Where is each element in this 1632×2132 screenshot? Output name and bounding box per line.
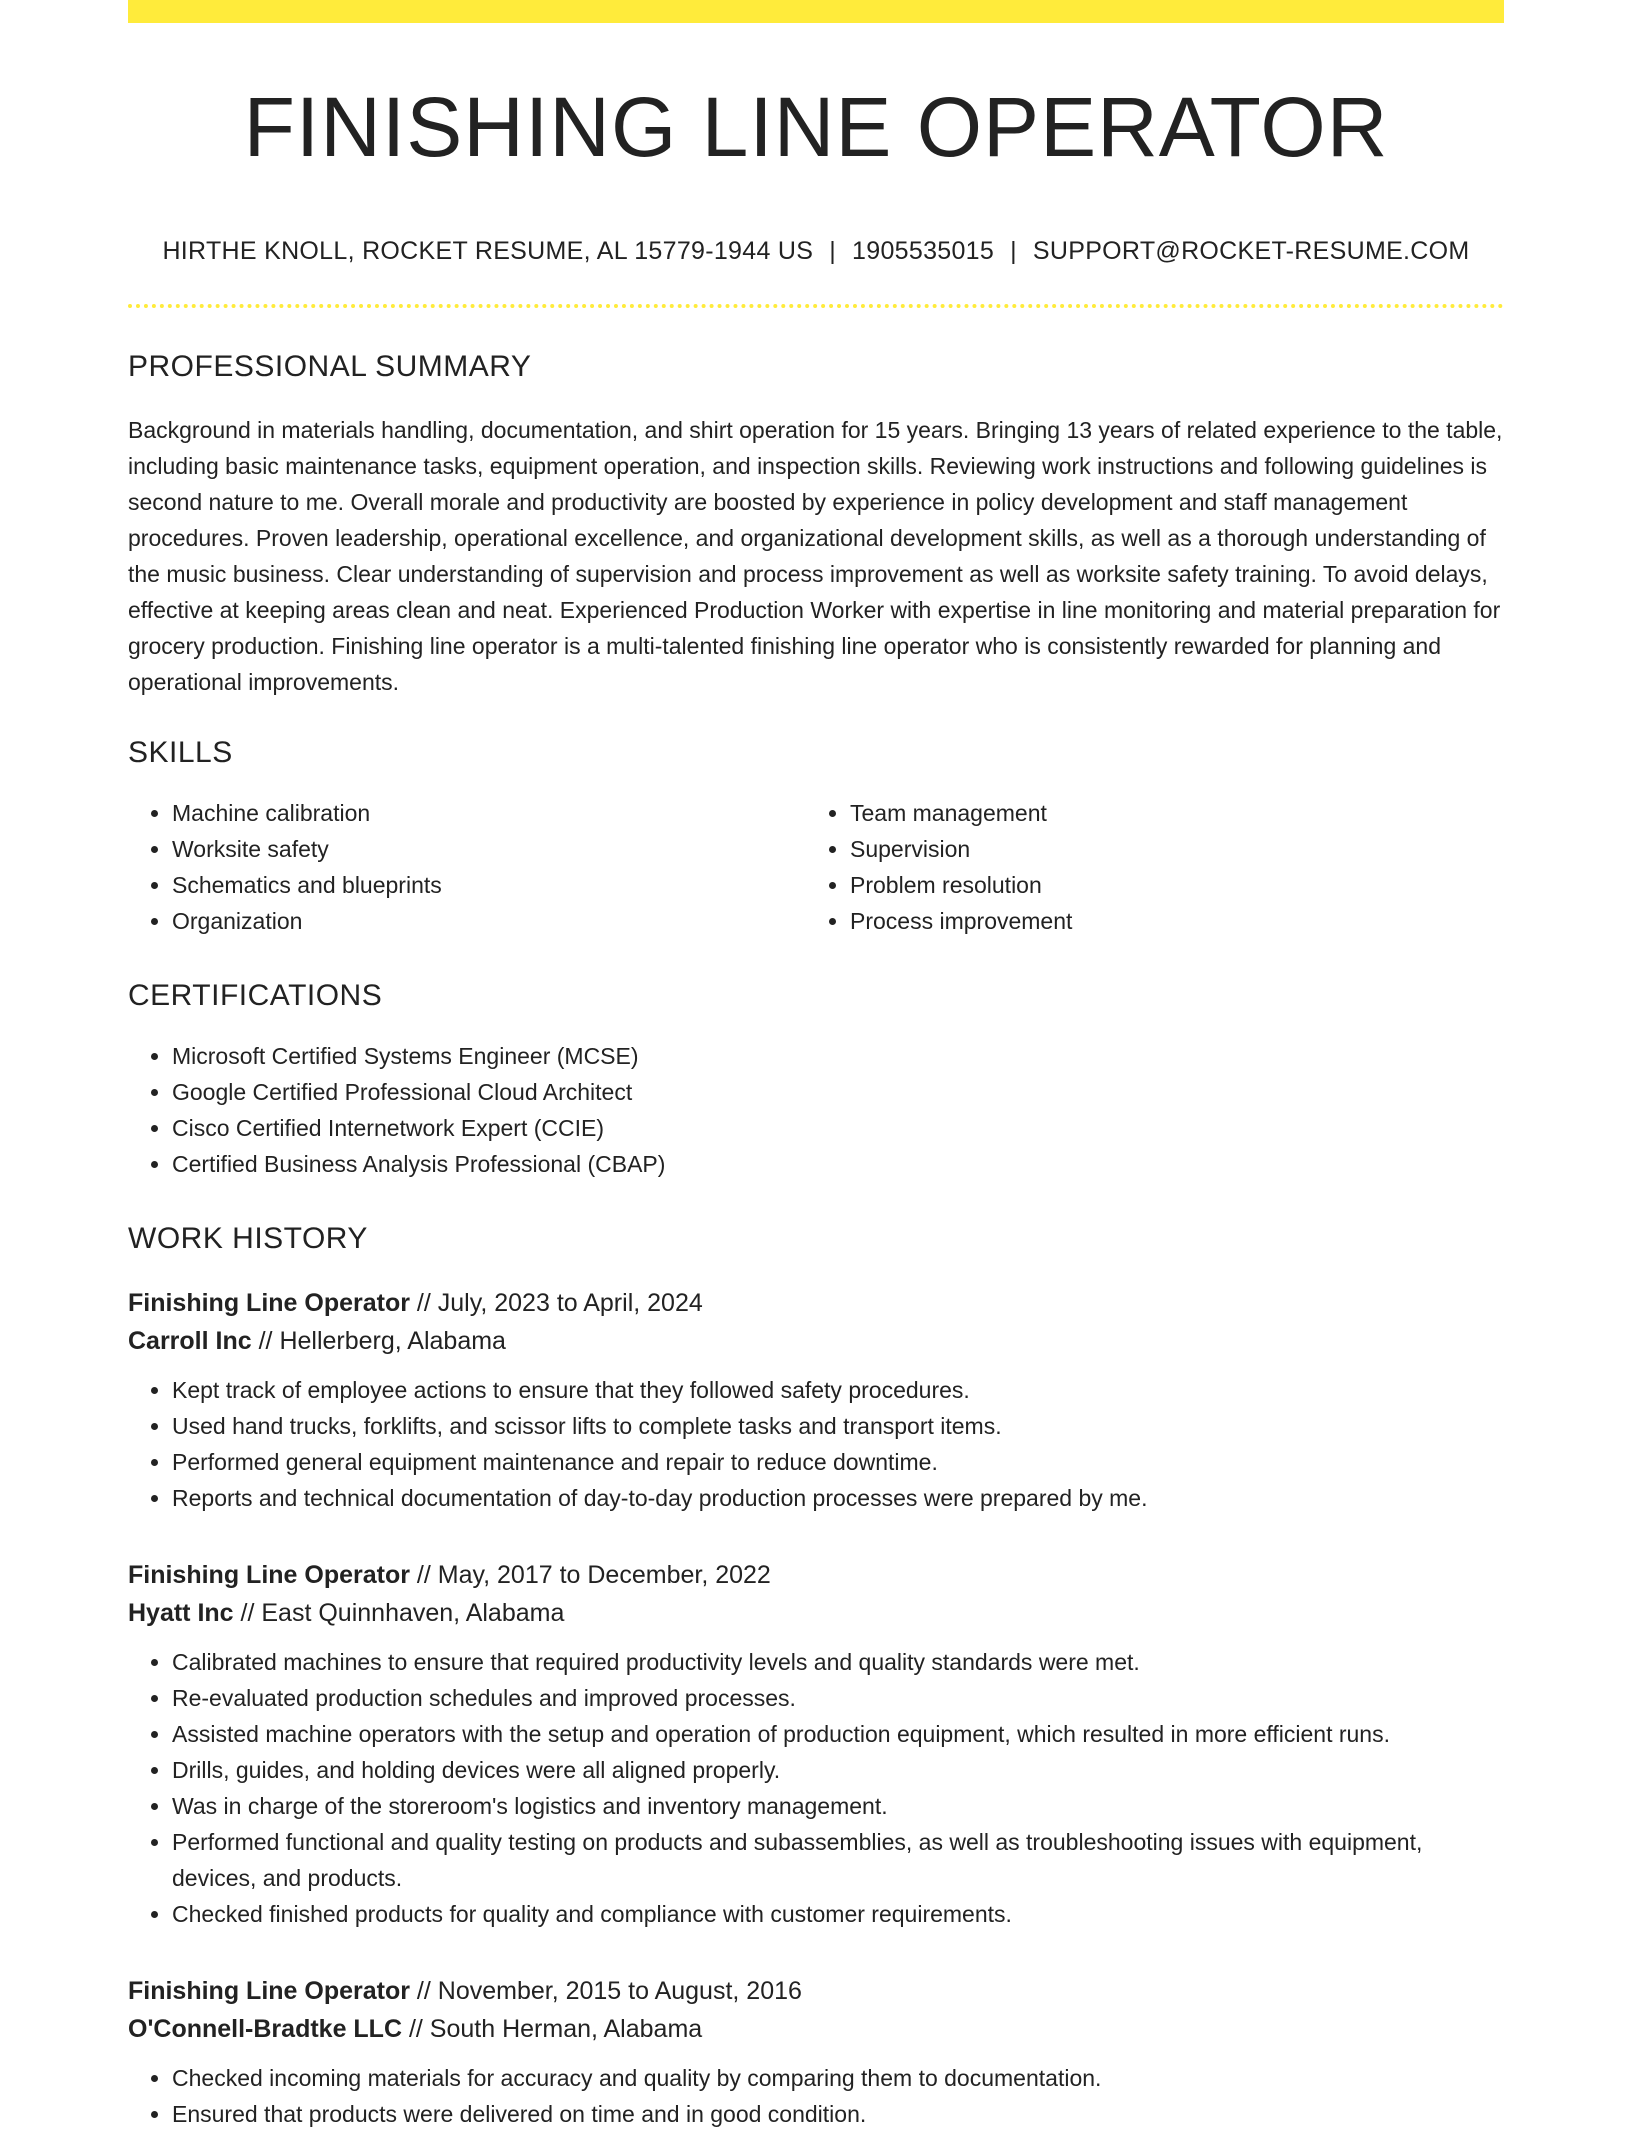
job-title: Finishing Line Operator — [128, 1977, 410, 2005]
work-history-heading: WORK HISTORY — [128, 1222, 368, 1255]
job-company-line — [128, 2010, 1504, 2048]
job-bullet: • Ensured that products were delivered on time and in good condition. — [172, 2096, 1504, 2132]
skill-item: • Team management — [850, 795, 1484, 831]
job-company: Hyatt Inc — [128, 1599, 234, 1627]
certification-item: • Microsoft Certified Systems Engineer (MCSE) — [172, 1038, 1504, 1074]
skills-list-left — [128, 795, 806, 939]
skill-item: • Process improvement — [850, 903, 1484, 939]
job-bullets — [128, 1372, 1504, 1516]
skill-item: • Supervision — [850, 831, 1484, 867]
job-company: Carroll Inc — [128, 1327, 252, 1355]
job-entry — [128, 1556, 1504, 1932]
job-entry — [128, 1972, 1504, 2132]
job-company-line — [128, 1594, 1504, 1632]
resume-page — [128, 0, 1504, 2132]
certification-item: • Cisco Certified Internetwork Expert (CCIE) — [172, 1110, 1504, 1146]
job-title-line — [128, 1972, 1504, 2010]
skills-heading: SKILLS — [128, 736, 233, 769]
skills-section — [128, 738, 1504, 939]
job-title-line — [128, 1284, 1504, 1322]
job-bullet: • Drills, guides, and holding devices were all aligned properly. — [172, 1752, 1504, 1788]
job-title-line — [128, 1556, 1504, 1594]
job-company-line — [128, 1322, 1504, 1360]
job-bullet: • Performed functional and quality testing on products and subassemblies, as well as troubleshooting issues with equipment, devices, and products. — [172, 1824, 1504, 1896]
skills-grid — [128, 795, 1504, 939]
job-bullet: • Performed general equipment maintenance and repair to reduce downtime. — [172, 1444, 1504, 1480]
summary-heading: PROFESSIONAL SUMMARY — [128, 350, 532, 383]
job-bullets — [128, 1644, 1504, 1932]
contact-separator: | — [1010, 237, 1017, 265]
job-bullet: • Checked incoming materials for accuracy and quality by comparing them to documentation. — [172, 2060, 1504, 2096]
summary-text: Background in materials handling, documentation, and shirt operation for 15 years. Bringing 13 years of related experience to the table, including basic maintenance tasks, equipment operation, and inspection skills. Reviewing work instructions and following guidelines is second nature to me. Overall morale and productivity are boosted by experience in policy development and staff management procedures. Proven leadership, operational excellence, and organizational development skills, as well as a thorough understanding of the music business. Clear understanding of supervision and process improvement as well as worksite safety training. To avoid delays, effective at keeping areas clean and neat. Experienced Production Worker with expertise in line monitoring and material preparation for grocery production. Finishing line operator is a multi-talented finishing line operator who is consistently rewarded for planning and operational improvements. — [128, 417, 1503, 695]
job-bullet: • Assisted machine operators with the setup and operation of production equipment, which resulted in more efficient runs. — [172, 1716, 1504, 1752]
skill-item: • Organization — [172, 903, 806, 939]
skill-item: • Schematics and blueprints — [172, 867, 806, 903]
job-bullet: • Kept track of employee actions to ensure that they followed safety procedures. — [172, 1372, 1504, 1408]
top-accent-bar — [128, 0, 1504, 23]
certification-item: • Certified Business Analysis Professional (CBAP) — [172, 1146, 1504, 1182]
job-entry — [128, 1284, 1504, 1516]
work-history-section — [128, 1224, 1504, 2132]
contact-phone: 1905535015 — [852, 237, 995, 265]
job-bullet: • Was in charge of the storeroom's logistics and inventory management. — [172, 1788, 1504, 1824]
job-location: // Hellerberg, Alabama — [258, 1327, 506, 1355]
job-location: // East Quinnhaven, Alabama — [240, 1599, 565, 1627]
certification-item: • Google Certified Professional Cloud Architect — [172, 1074, 1504, 1110]
job-bullet: • Checked finished products for quality and compliance with customer requirements. — [172, 1896, 1504, 1932]
skill-item: • Machine calibration — [172, 795, 806, 831]
contact-address: HIRTHE KNOLL, ROCKET RESUME, AL 15779-1944 US — [162, 237, 814, 265]
skills-list-right — [806, 795, 1484, 939]
job-dates: // November, 2015 to August, 2016 — [416, 1977, 802, 2005]
resume-title: FINISHING LINE OPERATOR — [243, 80, 1389, 174]
certifications-list — [128, 1038, 1504, 1182]
contact-line — [128, 239, 1504, 264]
job-title: Finishing Line Operator — [128, 1561, 410, 1589]
skill-item: • Worksite safety — [172, 831, 806, 867]
contact-separator: | — [829, 237, 837, 265]
summary-section — [128, 352, 1504, 700]
job-company: O'Connell-Bradtke LLC — [128, 2015, 403, 2043]
certifications-heading: CERTIFICATIONS — [128, 979, 383, 1012]
job-bullet: • Used hand trucks, forklifts, and scissor lifts to complete tasks and transport items. — [172, 1408, 1504, 1444]
skill-item: • Problem resolution — [850, 867, 1484, 903]
job-dates: // July, 2023 to April, 2024 — [416, 1289, 703, 1317]
job-location: // South Herman, Alabama — [408, 2015, 703, 2043]
job-bullets — [128, 2060, 1504, 2132]
dotted-divider — [128, 304, 1504, 308]
job-dates: // May, 2017 to December, 2022 — [416, 1561, 771, 1589]
job-bullet: • Re-evaluated production schedules and improved processes. — [172, 1680, 1504, 1716]
certifications-section — [128, 981, 1504, 1182]
contact-email: SUPPORT@ROCKET-RESUME.COM — [1032, 237, 1470, 265]
job-title: Finishing Line Operator — [128, 1289, 410, 1317]
job-bullet: • Calibrated machines to ensure that required productivity levels and quality standards were met. — [172, 1644, 1504, 1680]
job-bullet: • Reports and technical documentation of day-to-day production processes were prepared by me. — [172, 1480, 1504, 1516]
